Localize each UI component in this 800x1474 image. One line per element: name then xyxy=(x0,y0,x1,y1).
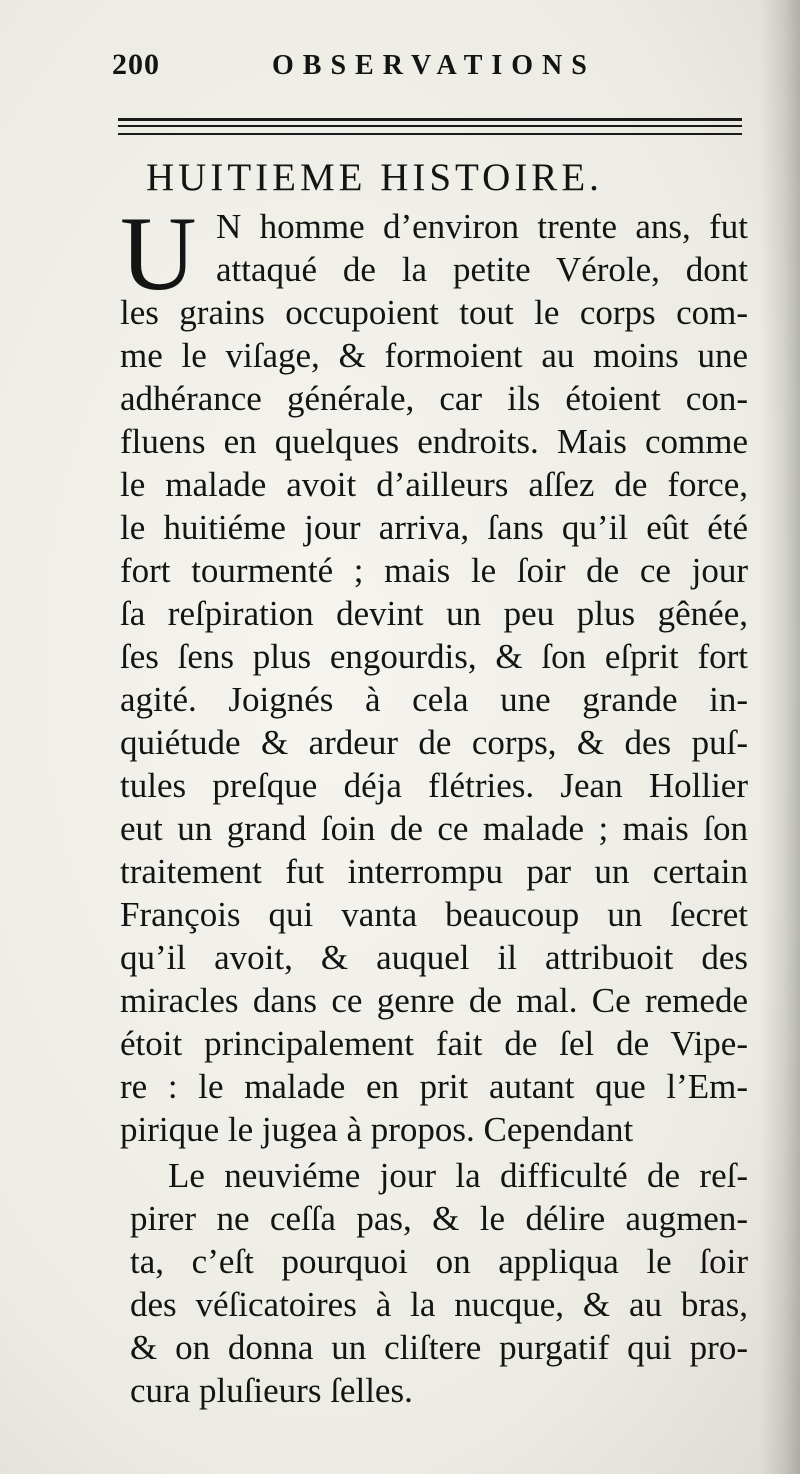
text-line: pirique le jugea à propos. Cependant xyxy=(120,1110,634,1149)
running-title: OBSERVATIONS xyxy=(272,50,596,81)
text-line: & on donna un cliſtere purgatif qui pro- xyxy=(130,1328,748,1367)
text-line: les grains occupoient tout le corps com- xyxy=(120,293,748,332)
text-line: cura pluſieurs ſelles. xyxy=(130,1371,413,1410)
text-line: eut un grand ſoin de ce malade ; mais ſon xyxy=(120,809,748,848)
chapter-title: HUITIEME HISTOIRE. xyxy=(146,156,603,199)
text-line: N homme d’environ trente ans, fut xyxy=(216,207,748,246)
text-line: attaqué de la petite Vérole, dont xyxy=(216,250,748,289)
text-line: pirer ne ceſſa pas, & le délire augmen- xyxy=(130,1199,748,1238)
text-line: adhérance générale, car ils étoient con- xyxy=(120,379,748,418)
text-line: fluens en quelques endroits. Mais comme xyxy=(120,422,748,461)
text-line: le malade avoit d’ailleurs aſſez de force, xyxy=(120,465,748,504)
page-number: 200 xyxy=(112,48,160,81)
gutter-shadow xyxy=(760,0,800,1474)
text-line: me le viſage, & formoient au moins une xyxy=(120,336,748,375)
text-line: ſa reſpiration devint un peu plus gênée, xyxy=(120,594,748,633)
text-line: tules preſque déja flétries. Jean Hollier xyxy=(120,766,748,805)
text-line: traitement fut interrompu par un certain xyxy=(120,852,748,891)
text-line: fort tourmenté ; mais le ſoir de ce jour xyxy=(120,551,748,590)
text-line: François qui vanta beaucoup un ſecret xyxy=(120,895,748,934)
running-head xyxy=(112,44,742,92)
text-line: re : le malade en prit autant que l’Em- xyxy=(120,1067,748,1106)
text-line: ſes ſens plus engourdis, & ſon eſprit fort xyxy=(120,637,748,676)
text-line: qu’il avoit, & auquel il attribuoit des xyxy=(120,938,748,977)
header-rule xyxy=(118,118,742,135)
text-line: Le neuviéme jour la difficulté de reſ- xyxy=(168,1156,748,1195)
text-line: étoit principalement fait de ſel de Vipe- xyxy=(120,1024,748,1063)
drop-cap: U xyxy=(120,195,197,312)
text-line: des véſicatoires à la nucque, & au bras, xyxy=(130,1285,748,1324)
text-line: miracles dans ce genre de mal. Ce remede xyxy=(120,981,748,1020)
text-line: le huitiéme jour arriva, ſans qu’il eût été xyxy=(120,508,748,547)
text-line: quiétude & ardeur de corps, & des puſ- xyxy=(120,723,748,762)
text-line: agité. Joignés à cela une grande in- xyxy=(120,680,748,719)
text-line: ta, c’eſt pourquoi on appliqua le ſoir xyxy=(130,1242,748,1281)
